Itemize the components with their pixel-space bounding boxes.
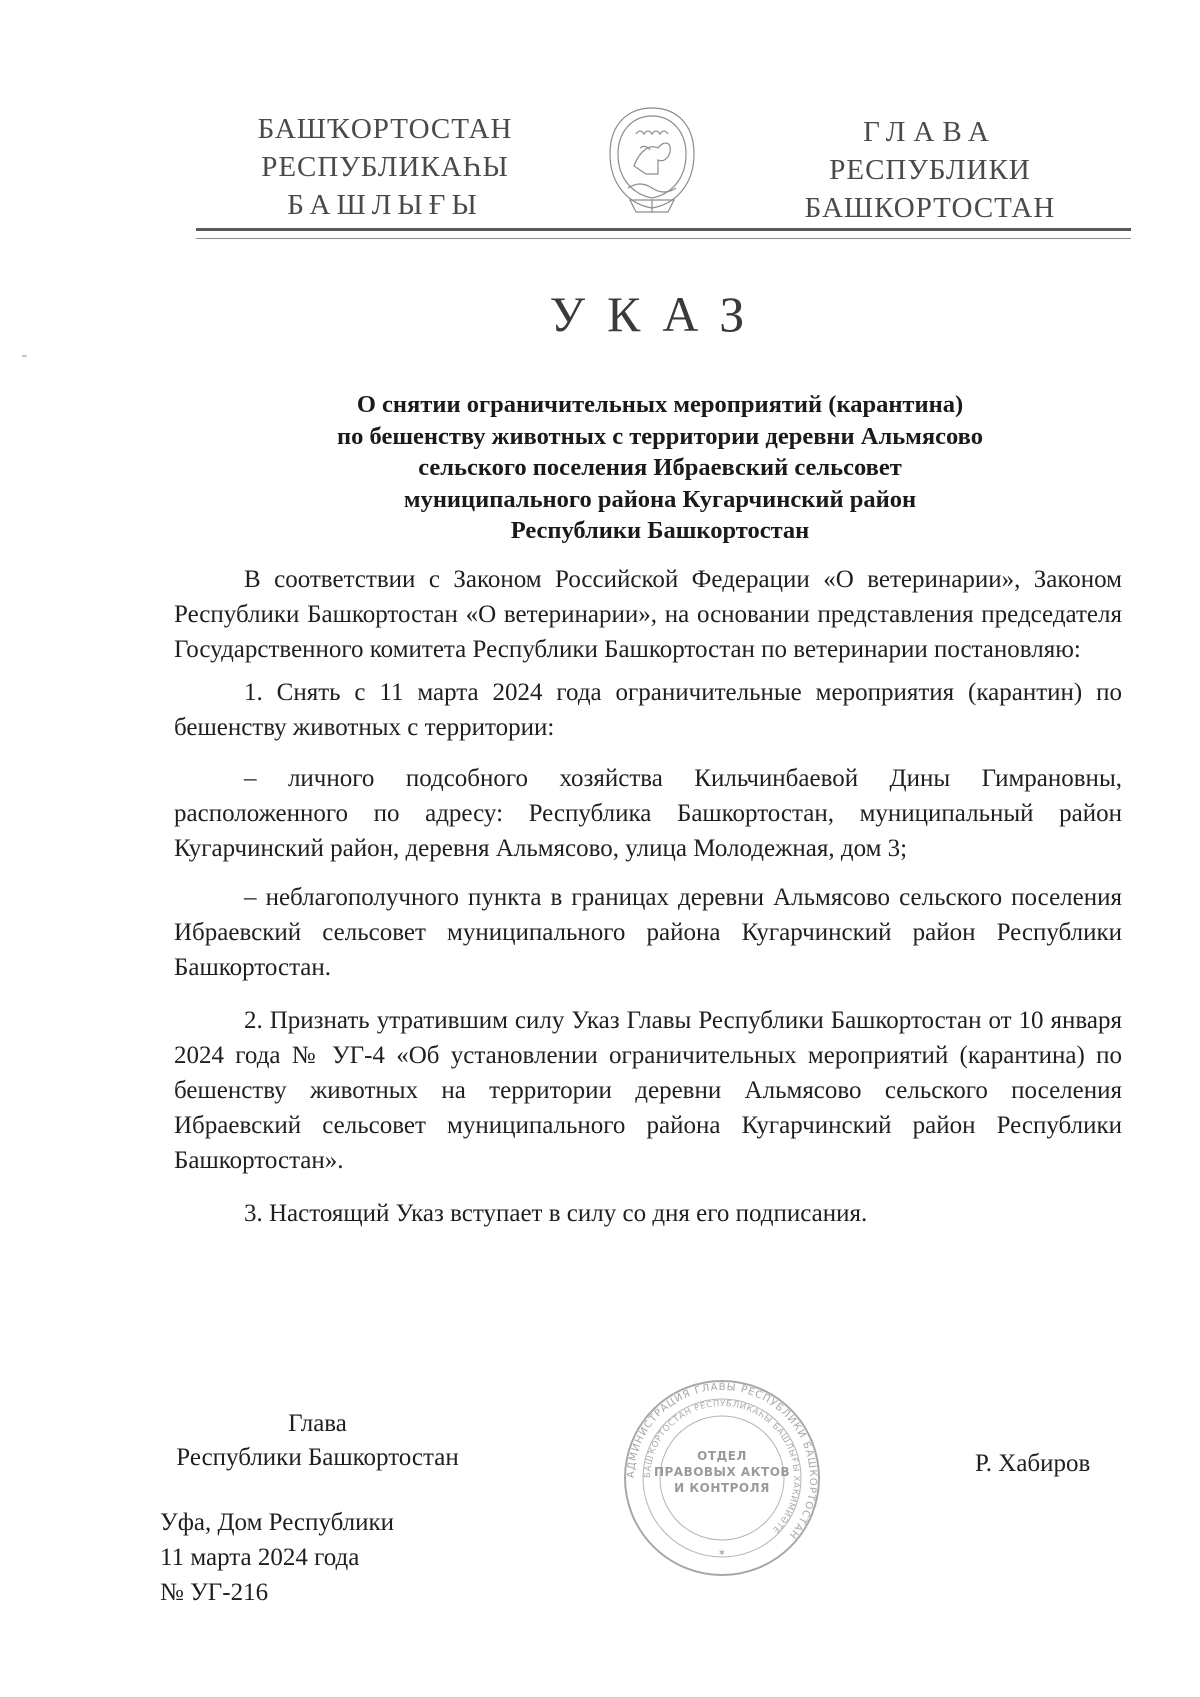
signatory-name: Р. Хабиров: [975, 1450, 1091, 1477]
scan-speck: [22, 355, 27, 357]
preamble-paragraph: В соответствии с Законом Российской Федерации «О ветеринарии», Законом Республики Башкортостан «О ветеринарии», на основании представления председателя Государственного комитета Республики Башкортостан по ветеринарии постановляю:: [174, 566, 1122, 663]
item-3-paragraph: 3. Настоящий Указ вступает в силу со дня его подписания.: [244, 1200, 868, 1227]
header-bashkir-line-1: БАШҠОРТОСТАН: [257, 113, 513, 145]
stamp-outer-ring-text: АДМИНИСТРАЦИЯ ГЛАВЫ РЕСПУБЛИКИ БАШКОРТОСТАН: [625, 1381, 819, 1541]
stamp-inner-ring-text: БАШҠОРТОСТАН РЕСПУБЛИКАҺЫ БАШЛЫҒЫ ХАКИМИӘТЕ: [642, 1398, 802, 1535]
place-date-number: [160, 1505, 394, 1610]
decree-subject: [250, 389, 1070, 547]
item-2-paragraph: 2. Признать утратившим силу Указ Главы Республики Башкортостан от 10 января 2024 года № УГ-4 «Об установлении ограничительных мероприятий (карантина) по бешенству животных на территории деревни Альмясово сельского поселения Ибраевский сельсовет муниципального района Кугарчинский район Республики Башкортостан».: [174, 1007, 1122, 1174]
header-russian: [780, 113, 1080, 227]
stamp-inner-line-3: И КОНТРОЛЯ: [674, 1481, 770, 1495]
subject-line-2: по бешенству животных с территории деревни Альмясово: [337, 422, 983, 450]
decree-number: № УГ-216: [160, 1579, 269, 1606]
item-1-paragraph: 1. Снять с 11 марта 2024 года ограничительные мероприятия (карантин) по бешенству животных с территории:: [174, 679, 1122, 741]
header-divider: [196, 228, 1131, 239]
signatory-title: [160, 1407, 475, 1475]
item-1a-paragraph: – личного подсобного хозяйства Кильчинбаевой Дины Гимрановны, расположенного по адресу: Республика Башкортостан, муниципальный район Кугарчинский район, деревня Альмясово, улица Молодежная, дом 3;: [174, 765, 1122, 862]
header-bashkir-line-3: БАШЛЫҒЫ: [287, 189, 483, 221]
header-bashkir-line-2: РЕСПУБЛИКАҺЫ: [261, 151, 509, 183]
signing-place: Уфа, Дом Республики: [160, 1509, 395, 1536]
subject-line-1: О снятии ограничительных мероприятий (карантина): [356, 391, 964, 418]
subject-line-4: муниципального района Кугарчинский район: [403, 485, 917, 513]
signatory-title-line-1: Глава: [288, 1410, 347, 1437]
header-bashkir: [230, 110, 540, 224]
document-title: УКАЗ: [549, 286, 767, 342]
stamp-inner-line-2: ПРАВОВЫХ АКТОВ: [653, 1465, 791, 1479]
signing-date: 11 марта 2024 года: [160, 1544, 360, 1571]
subject-line-3: сельского поселения Ибраевский сельсовет: [418, 454, 902, 481]
signatory-title-line-2: Республики Башкортостан: [176, 1444, 459, 1471]
decree-body: [174, 562, 1122, 1231]
item-1b-paragraph: – неблагополучного пункта в границах деревни Альмясово сельского поселения Ибраевский сельсовет муниципального района Кугарчинский район Республики Башкортостан.: [174, 884, 1122, 981]
coat-of-arms-icon: [606, 104, 698, 218]
header-russian-line-1: ГЛАВА: [863, 116, 997, 148]
header-russian-line-3: БАШКОРТОСТАН: [804, 192, 1056, 224]
subject-line-5: Республики Башкортостан: [510, 517, 810, 544]
header-russian-line-2: РЕСПУБЛИКИ: [829, 154, 1031, 186]
stamp-star-icon: ✶: [717, 1548, 727, 1559]
stamp-inner-text: [622, 1448, 822, 1496]
stamp-inner-line-1: ОТДЕЛ: [697, 1449, 747, 1463]
